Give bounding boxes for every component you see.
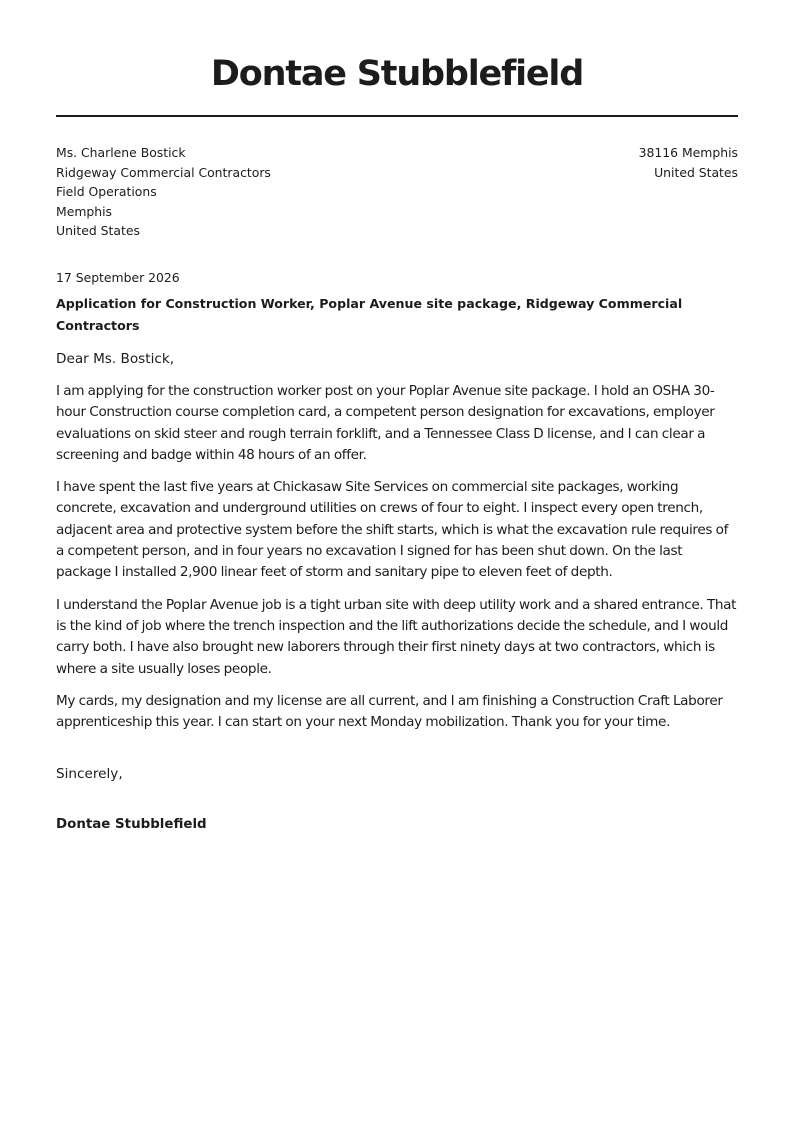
body-paragraph: I am applying for the construction worker post on your Poplar Avenue site package. I hold an OSHA 30-hour Construction course completion card, a competent person designation for excavations, employer evaluations on skid steer and rough terrain forklift, and a Tennessee Class D license, and I can clear a screening and badge within 48 hours of an offer.: [56, 382, 715, 463]
signature-name: Dontae Stubblefield: [56, 817, 207, 833]
body-paragraph: I have spent the last five years at Chickasaw Site Services on commercial site packages, working concrete, excavation and underground utilities on crews of four to eight. I inspect every open trench, adjacent area and protective system before the shift starts, which is what the excavation rule requires of a competent person, and in four years no excavation I signed for has been shut down. On the last package I installed 2,900 linear feet of storm and sanitary pipe to eleven feet of depth.: [56, 479, 729, 581]
closing: Sincerely,: [56, 766, 123, 783]
header-divider: [56, 115, 738, 117]
applicant-name-heading: Dontae Stubblefield: [210, 54, 584, 94]
letter-subject: Application for Construction Worker, Poplar Avenue site package, Ridgeway Commercial Contractors: [56, 295, 683, 333]
sender-postcode-city: 38116 Memphis: [638, 145, 738, 160]
recipient-company: Ridgeway Commercial Contractors: [56, 164, 271, 180]
body-paragraph: I understand the Poplar Avenue job is a tight urban site with deep utility work and a shared entrance. That is the kind of job where the trench inspection and the lift authorizations decide the schedule, and I would carry both. I have also brought new laborers through their first ninety days at two contractors, which is where a site usually loses people.: [56, 596, 737, 677]
recipient-address: [56, 143, 271, 241]
recipient-country: United States: [56, 223, 140, 239]
sender-country: United States: [654, 164, 738, 180]
recipient-city: Memphis: [56, 203, 112, 219]
body-paragraph: My cards, my designation and my license are all current, and I am finishing a Construction Craft Laborer apprenticeship this year. I can start on your next Monday mobilization. Thank you for your time.: [56, 692, 723, 731]
recipient-department: Field Operations: [56, 184, 157, 200]
salutation: Dear Ms. Bostick,: [56, 350, 175, 367]
address-block: [56, 143, 738, 241]
sender-address: [639, 143, 738, 241]
recipient-name: Ms. Charlene Bostick: [56, 145, 186, 160]
cover-letter-page: [56, 0, 738, 835]
letter-date: 17 September 2026: [56, 269, 180, 285]
